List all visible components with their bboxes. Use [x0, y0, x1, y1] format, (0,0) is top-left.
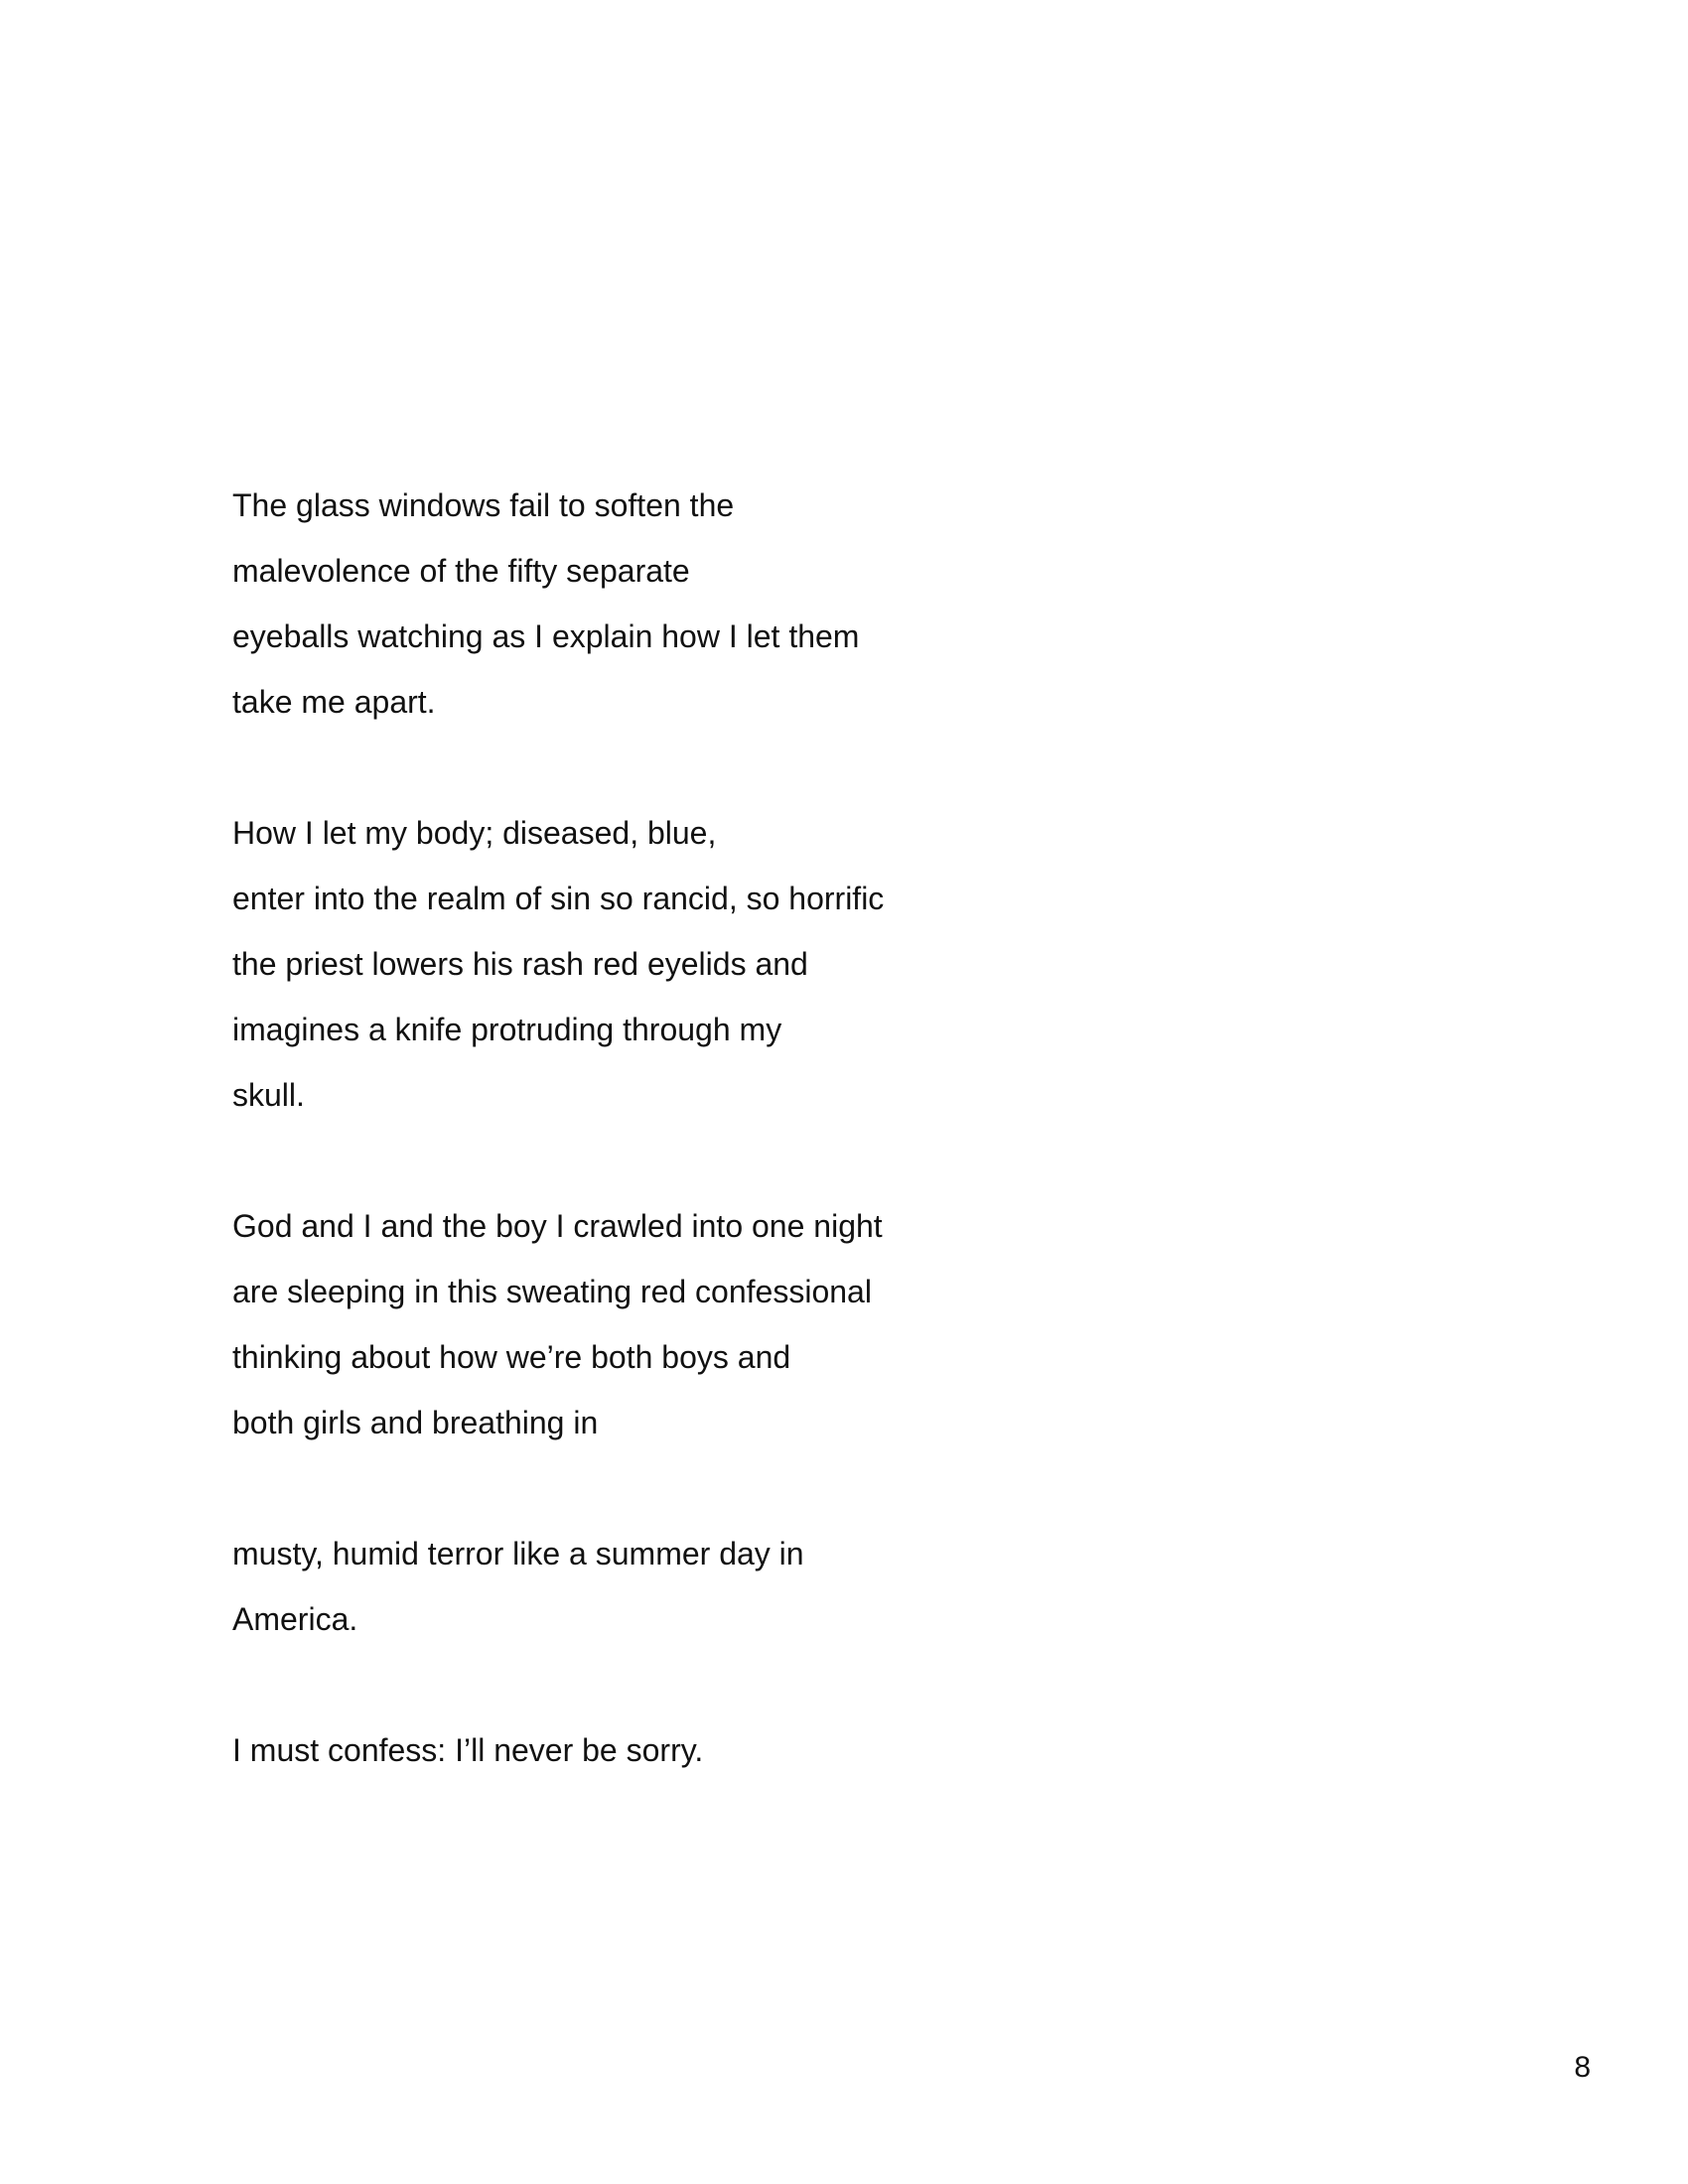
poem-body [232, 473, 1225, 1848]
poem-line: both girls and breathing in [232, 1405, 599, 1440]
stanza-2 [232, 800, 1225, 1128]
poem-line: thinking about how we’re both boys and [232, 1339, 791, 1375]
poem-line: the priest lowers his rash red eyelids and [232, 946, 808, 982]
poem-line: malevolence of the fifty separate [232, 553, 690, 589]
poem-line: The glass windows fail to soften the [232, 487, 735, 523]
stanza-3 [232, 1193, 1225, 1455]
stanza-5 [232, 1717, 1225, 1783]
poem-line: imagines a knife protruding through my [232, 1012, 782, 1047]
stanza-4 [232, 1521, 1225, 1652]
poem-line: eyeballs watching as I explain how I let them [232, 618, 860, 654]
poem-line: musty, humid terror like a summer day in [232, 1536, 804, 1571]
poem-line: are sleeping in this sweating red confessional [232, 1274, 872, 1309]
poem-line: God and I and the boy I crawled into one night [232, 1208, 883, 1244]
poem-line: enter into the realm of sin so rancid, so horrific [232, 881, 885, 916]
poem-line: skull. [232, 1077, 305, 1113]
poem-line: I must confess: I’ll never be sorry. [232, 1732, 704, 1768]
page-number: 8 [1574, 2051, 1591, 2084]
poem-line: How I let my body; diseased, blue, [232, 815, 717, 851]
poem-line: take me apart. [232, 684, 436, 720]
stanza-1 [232, 473, 1225, 735]
poem-line: America. [232, 1601, 358, 1637]
